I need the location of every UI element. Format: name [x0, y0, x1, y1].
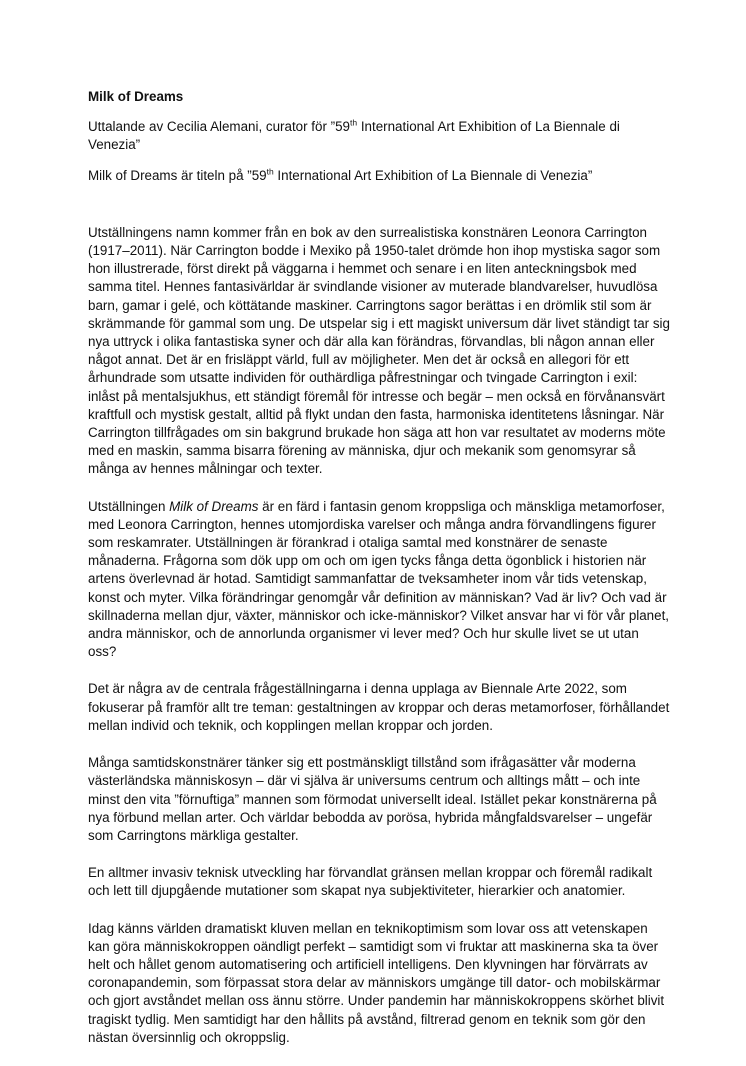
document-title: Milk of Dreams: [88, 89, 184, 104]
statement-suffix: International Art Exhibition of La Biennale di Venezia”: [88, 119, 620, 153]
statement-ordinal-suffix: th: [350, 117, 358, 128]
section-spacer: [88, 197, 670, 224]
paragraph-6: Idag känns världen dramatiskt kluven mellan en teknikoptimism som lovar oss att vetenskapen kan göra människokroppen oändligt perfekt – samtidigt som vi fruktar att maskinerna ska ta över helt och hållet genom automatisering och artificiell intelligens. Den klyvningen har förvärrats av coronapandemin, som förpassat stora delar av människors umgänge till dator- och mobilskärmar och gjort avståndet mellan oss ännu större. Under pandemin har människokroppens skörhet blivit tragiskt tydlig. Men samtidigt har den hållits på avstånd, filtrerad genom en teknik som gör den nästan översinnlig och okroppslig.: [88, 920, 665, 1045]
paragraph-2: [88, 498, 670, 662]
paragraph-2-italic-title: Milk of Dreams: [169, 498, 259, 514]
paragraph-1: Utställningens namn kommer från en bok av den surrealistiska konstnären Leonora Carrington (1917–2011). När Carrington bodde i Mexiko på 1950-talet drömde hon ihop mystiska sagor som hon illustrerade, först direkt på väggarna i hemmet och senare i en liten anteckningsbok med samma titel. Hennes fantasivärldar är svindlande visioner av muterade blandvarelser, huvudlösa barn, gamar i gelé, och köttätande maskiner. Carringtons sagor berättas i en drömlik stil som är skrämmande för gammal som ung. De utspelar sig i ett magiskt universum där livet ständigt tar sig nya uttryck i olika fantastiska syner och där alla kan förändras, förvandlas, bli någon annan eller något annat. Det är en frisläppt värld, full av möjligheter. Men det är också en allegori för ett århundrade som utsatte individen för outhärdliga påfrestningar och tvingade Carrington i exil: inlåst på mentalsjukhus, ett ständigt föremål för intresse och begär – men också en förvånansvärt kraftfull och mystisk gestalt, alltid på flykt undan den fasta, harmoniska identitetens låsningar. När Carrington tillfrågades om sin bakgrund brukade hon säga att hon var resultatet av moderns möte med en maskin, samma bisarra förening av människa, djur och mekanik som genomsyrar så många av hennes målningar och texter.: [88, 224, 670, 477]
document-page: [88, 88, 670, 1066]
paragraph-3: Det är några av de centrala frågeställningarna i denna upplaga av Biennale Arte 2022, som fokuserar på framför allt tre teman: gestaltningen av kroppar och deras metamorfoser, förhållandet mellan individ och teknik, och kopplingen mellan kroppar och jorden.: [88, 681, 670, 733]
exhibition-title-line: [88, 167, 670, 185]
paragraph-2-rest: är en färd i fantasin genom kroppsliga och mänskliga metamorfoser, med Leonora Carrington, hennes utomjordiska varelser och många andra förvandlingens figurer som reskamrater. Utställningen är förankrad i otaliga samtal med konstnärer de senaste månaderna. Frågorna som dök upp om och om igen tycks fånga detta ögonblick i historien när artens överlevnad är hotad. Samtidigt sammanfattar de tveksamheter inom vår tids vetenskap, konst och myter. Vilka förändringar genomgår vår definition av människan? Vad är liv? Och vad är skillnaderna mellan djur, växter, människor och icke-människor? Vilket ansvar har vi för vår planet, andra människor, och de annorlunda organismer vi lever med? Och hur skulle livet se ut utan oss?: [88, 498, 670, 660]
subtitle-suffix: International Art Exhibition of La Biennale di Venezia”: [273, 167, 593, 183]
statement-prefix: Uttalande av Cecilia Alemani, curator för ”59: [88, 119, 350, 135]
paragraph-2-lead: Utställningen: [88, 498, 170, 514]
subtitle-ordinal-suffix: th: [266, 166, 274, 177]
subtitle-prefix: Milk of Dreams är titeln på ”59: [88, 167, 267, 183]
paragraph-5: En alltmer invasiv teknisk utveckling har förvandlat gränsen mellan kroppar och föremål radikalt och lett till djupgående mutationer som skapat nya subjektiviteter, hierarkier och anatomier.: [88, 865, 653, 899]
paragraph-4: Många samtidskonstnärer tänker sig ett postmänskligt tillstånd som ifrågasätter vår moderna västerländska människosyn – där vi själva är universums centrum och alltings mått – och inte minst den vita ”förnuftiga” mannen som förmodat universellt ideal. Istället pekar konstnärerna på nya förbund mellan arter. Och världar bebodda av porösa, hybrida mångfaldsvarelser – ungefär som Carringtons märkliga gestalter.: [88, 755, 657, 843]
curator-statement-line: [88, 118, 670, 154]
